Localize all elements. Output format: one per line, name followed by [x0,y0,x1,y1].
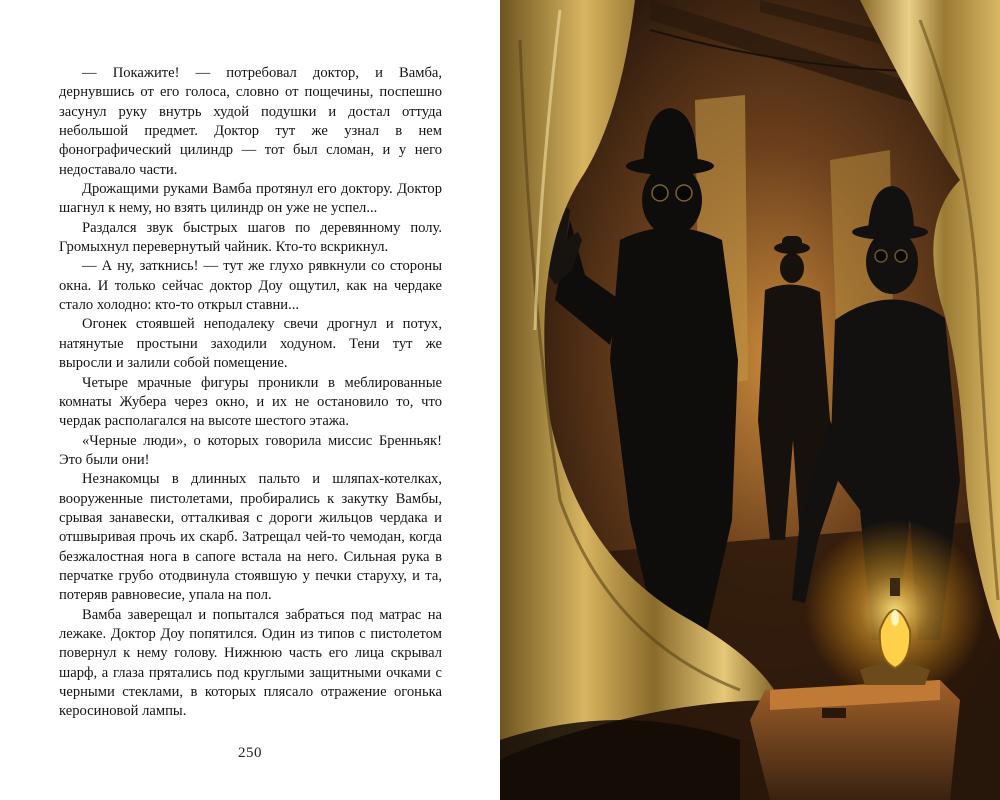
right-page-illustration [500,0,1000,800]
paragraph: — А ну, заткнись! — тут же глухо рявкнули со стороны окна. И только сейчас доктор Доу ощутил, как на чердаке стало холодно: кто-то открыл ставни... [59,258,442,314]
chest [750,680,960,800]
paragraph: Четыре мрачные фигуры проникли в меблированные комнаты Жубера через окно, и их не остановило то, что чердак располагался на высоте шестого этажа. [59,374,442,430]
paragraph: — Покажите! — потребовал доктор, и Вамба, дернувшись от его голоса, словно от пощечины, поспешно засунул руку внутрь худой подушки и достал оттуда небольшой предмет. Доктор тут же узнал в нем фонографический цилиндр — тот был сломан, и у него недоставало части. [59,65,442,178]
paragraph: Вамба заверещал и попытался забраться под матрас на лежаке. Доктор Доу попятился. Один из типов с пистолетом повернул к нему голову. Нижнюю часть его лица скрывал шарф, а глаза прятались под круглыми защитными очками с черными стеклами, в которых плясало отражение огонька керосиновой лампы. [59,606,442,720]
paragraph: Раздался звук быстрых шагов по деревянному полу. Громыхнул перевернутый чайник. Кто-то вскрикнул. [59,219,442,256]
paragraph: «Черные люди», о которых говорила миссис Бренньяк! Это были они! [59,432,442,468]
text-block [59,64,442,722]
paragraph: Дрожащими руками Вамба протянул его доктору. Доктор шагнул к нему, но взять цилиндр он уже не успел... [59,181,442,217]
foreground-shadow [500,720,740,800]
illustration [500,0,1000,800]
paragraph: Незнакомцы в длинных пальто и шляпах-котелках, вооруженные пистолетами, пробирались к закутку Вамбы, срывая занавески, отталкивая с дороги жильцов чердака и отшвыривая прочь их скарб. Затрещал чей-то чемодан, когда безжалостная нога в сапоге встала на него. Сильная рука в перчатке грубо отодвинула стоявшую у печки старуху, и та, потеряв равновесие, упала на пол. [59,471,442,604]
paragraph: Огонек стоявшей неподалеку свечи дрогнул и потух, натянутые простыни заходили ходуном. Тени тут же выросли и залили собой помещение. [59,316,442,372]
page-number: 250 [238,745,262,761]
